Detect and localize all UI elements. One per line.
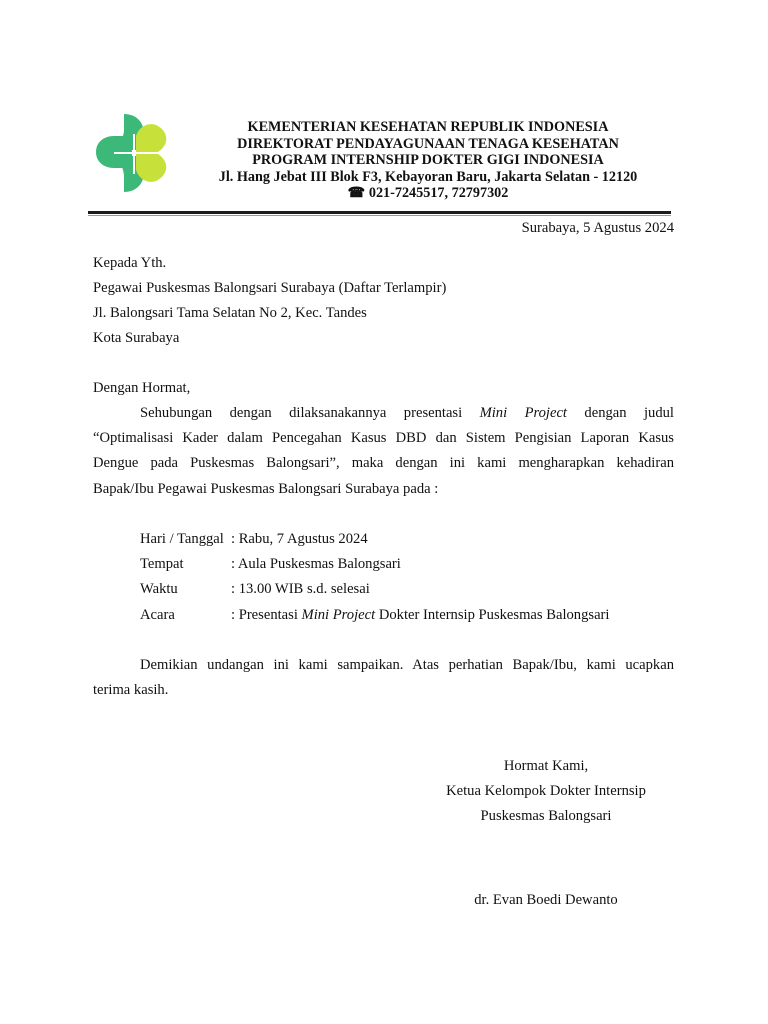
recipient-address: Jl. Balongsari Tama Selatan No 2, Kec. Tandes [93,305,367,321]
letterhead-divider-thin [88,215,671,216]
detail-place-value: : Aula Puskesmas Balongsari [231,556,401,572]
detail-event-label: Acara [140,607,175,623]
detail-event-value [231,606,609,624]
detail-place-label: Tempat [140,556,184,572]
body-line-1-text-a: Sehubungan dengan dilaksanakannya presentasi [140,405,463,421]
body-line-1-italic: Mini Project [479,405,567,421]
detail-time-value: : 13.00 WIB s.d. selesai [231,581,370,597]
body-line-3 [93,454,674,472]
detail-time-label: Waktu [140,581,178,597]
kemenkes-logo [94,110,178,196]
detail-day-label: Hari / Tanggal [140,531,224,547]
letter-date: Surabaya, 5 Agustus 2024 [521,220,674,236]
body-line-2-text: “Optimalisasi Kader dalam Pencegahan Kasus DBD dan Sistem Pengisian Laporan Kasus [93,430,674,446]
closing-line-1-text: Demikian undangan ini kami sampaikan. Atas perhatian Bapak/Ibu, kami ucapkan [140,657,674,673]
body-line-4: Bapak/Ibu Pegawai Puskesmas Balongsari Surabaya pada : [93,481,439,497]
letterhead-divider [88,211,671,214]
directorate-title: DIREKTORAT PENDAYAGUNAAN TENAGA KESEHATAN [237,135,619,152]
office-address: Jl. Hang Jebat III Blok F3, Kebayoran Baru, Jakarta Selatan - 12120 [218,168,638,185]
signature-org: Puskesmas Balongsari [480,808,612,824]
program-title: PROGRAM INTERNSHIP DOKTER GIGI INDONESIA [252,152,604,168]
office-phone: ☎ 021-7245517, 72797302 [347,185,509,201]
signature-regards: Hormat Kami, [503,758,589,774]
body-line-3-text: Dengue pada Puskesmas Balongsari”, maka dengan ini kami mengharapkan kehadiran [93,455,674,471]
detail-event-value-a: : Presentasi [231,607,298,623]
closing-line-2: terima kasih. [93,682,169,698]
recipient-city: Kota Surabaya [93,330,180,346]
body-line-2 [93,429,674,447]
body-line-1-text-b: dengan judul [584,405,674,421]
signature-name: dr. Evan Boedi Dewanto [474,892,618,908]
detail-event-value-b: Dokter Internsip Puskesmas Balongsari [378,607,610,623]
letterhead [190,119,666,202]
recipient-greeting: Kepada Yth. [93,255,167,271]
detail-day-value: : Rabu, 7 Agustus 2024 [231,531,368,547]
detail-event-value-italic: Mini Project [301,607,376,623]
signature-title: Ketua Kelompok Dokter Internsip [446,783,646,799]
closing-line-1 [140,656,674,674]
recipient-name: Pegawai Puskesmas Balongsari Surabaya (Daftar Terlampir) [93,280,447,296]
ministry-title: KEMENTERIAN KESEHATAN REPUBLIK INDONESIA [247,119,609,135]
body-line-1 [140,404,674,422]
salutation: Dengan Hormat, [93,380,191,396]
